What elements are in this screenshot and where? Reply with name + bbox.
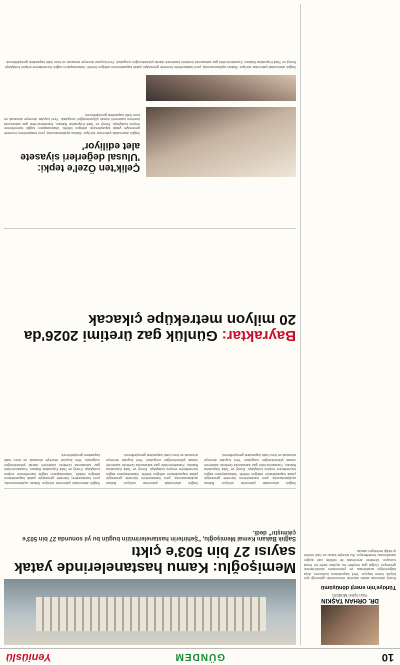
- hospital-body-col3: Sağlık alanındaki yatırımlar sürüyor. Bakan açıklamasında, yeni hastanelerin hizmete girmesiyle yatak kapasitesinin arttığını belirtti. Vatandaşların sağlık hizmetlerine erişimi kolaylaştı. Enerji ve Tabii Kaynaklar Bakanı, Karadeniz'deki gaz sahasında üretimin kademeli olarak yükseleceğini vurguladı. Yeni kuyular devreye alınacak ve boru hattı kapasitesi genişletilecek.: [3, 453, 100, 485]
- hospital-headline: Memişoğlu: Kamu hastanelerinde yatak sayısı 27 bin 503'e çıktı: [14, 543, 296, 576]
- section-label: GÜNDEM: [174, 651, 225, 662]
- celik-headline: Çelik'ten Özel'e tepki: 'Ulusal değerleri siyasete alet ediliyor': [20, 140, 140, 173]
- celik-photo: [146, 107, 296, 177]
- page-header: [0, 648, 400, 665]
- opinion-column: [304, 4, 396, 645]
- gas-kicker: Bayraktar:: [221, 327, 296, 344]
- newspaper-logo: Yeniüslü: [6, 651, 52, 663]
- column-body: Enerji alanında atılan adımlar ekonominin geleceği için büyük önem taşıyor. Yerli kaynakların kullanımı, dışa bağımlılığın azaltılması ve yatırımların sürdürülmesi gerekiyor. Doğal gaz keşifleri bu açıdan tarihi bir fırsat sunuyor. Üretimin artırılması ile birlikte cari açığın daraltılması hedefleniyor. Bu süreçte kamu ve özel sektör iş birliği belirleyici olacak.: [303, 548, 396, 581]
- divider: [4, 488, 296, 489]
- celik-story: [4, 75, 296, 225]
- hospital-photo: [4, 579, 296, 645]
- hospital-body-col1: Sağlık alanındaki yatırımlar sürüyor. Bakan açıklamasında, yeni hastanelerin hizmete girmesiyle yatak kapasitesinin arttığını belirtti. Vatandaşların sağlık hizmetlerine erişimi kolaylaştı. Enerji ve Tabii Kaynaklar Bakanı, Karadeniz'deki gaz sahasında üretimin kademeli olarak yükseleceğini vurguladı. Yeni kuyular devreye alınacak ve boru hattı kapasitesi genişletilecek.: [203, 453, 296, 485]
- gas-headline-text: Günlük gaz üretimi 2026'da 20 milyon metreküpe çıkacak: [23, 311, 296, 344]
- column-divider: [300, 4, 301, 645]
- bottom-body: Sağlık alanındaki yatırımlar sürüyor. Bakan açıklamasında, yeni hastanelerin hizmete girmesiyle yatak kapasitesinin arttığını belirtti. Vatandaşların sağlık hizmetlerine erişimi kolaylaştı. Enerji ve Tabii Kaynaklar Bakanı, Karadeniz'deki gaz sahasında üretimin kademeli olarak yükseleceğini vurguladı. Yeni kuyular devreye alınacak ve boru hattı kapasitesi genişletilecek.: [3, 60, 296, 69]
- gas-headline: [4, 311, 296, 343]
- hospital-subhead: Sağlık Bakanı Kemal Memişoğlu, "Şehirlerin hastanelerimizin bugün bu yıl sonunda 27 bin 503'e çıkmıştır" dedi.: [22, 529, 296, 541]
- author-role: Yazı İşleri Müdürü: [332, 593, 368, 599]
- ozel-photo: [146, 75, 296, 101]
- hospital-body-col2: Sağlık alanındaki yatırımlar sürüyor. Bakan açıklamasında, yeni hastanelerin hizmete girmesiyle yatak kapasitesinin arttığını belirtti. Vatandaşların sağlık hizmetlerine erişimi kolaylaştı. Enerji ve Tabii Kaynaklar Bakanı, Karadeniz'deki gaz sahasında üretimin kademeli olarak yükseleceğini vurguladı. Yeni kuyular devreye alınacak ve boru hattı kapasitesi genişletilecek.: [105, 453, 198, 485]
- author-name: DR. ORHAN TAŞKIN: [321, 597, 379, 603]
- gas-story: [4, 225, 296, 345]
- column-title: Türkiye'nin enerji dönüşümü: [321, 583, 396, 590]
- celik-body: Sağlık alanındaki yatırımlar sürüyor. Bakan açıklamasında, yeni hastanelerin hizmete girmesiyle yatak kapasitesinin arttığını belirtti. Vatandaşların sağlık hizmetlerine erişimi kolaylaştı. Enerji ve Tabii Kaynaklar Bakanı, Karadeniz'deki gaz sahasında üretimin kademeli olarak yükseleceğini vurguladı. Yeni kuyular devreye alınacak ve boru hattı kapasitesi genişletilecek.: [3, 112, 140, 135]
- page-number: 10: [381, 651, 394, 663]
- hospital-story: [4, 495, 296, 645]
- divider: [4, 228, 296, 229]
- author-photo: [321, 605, 379, 645]
